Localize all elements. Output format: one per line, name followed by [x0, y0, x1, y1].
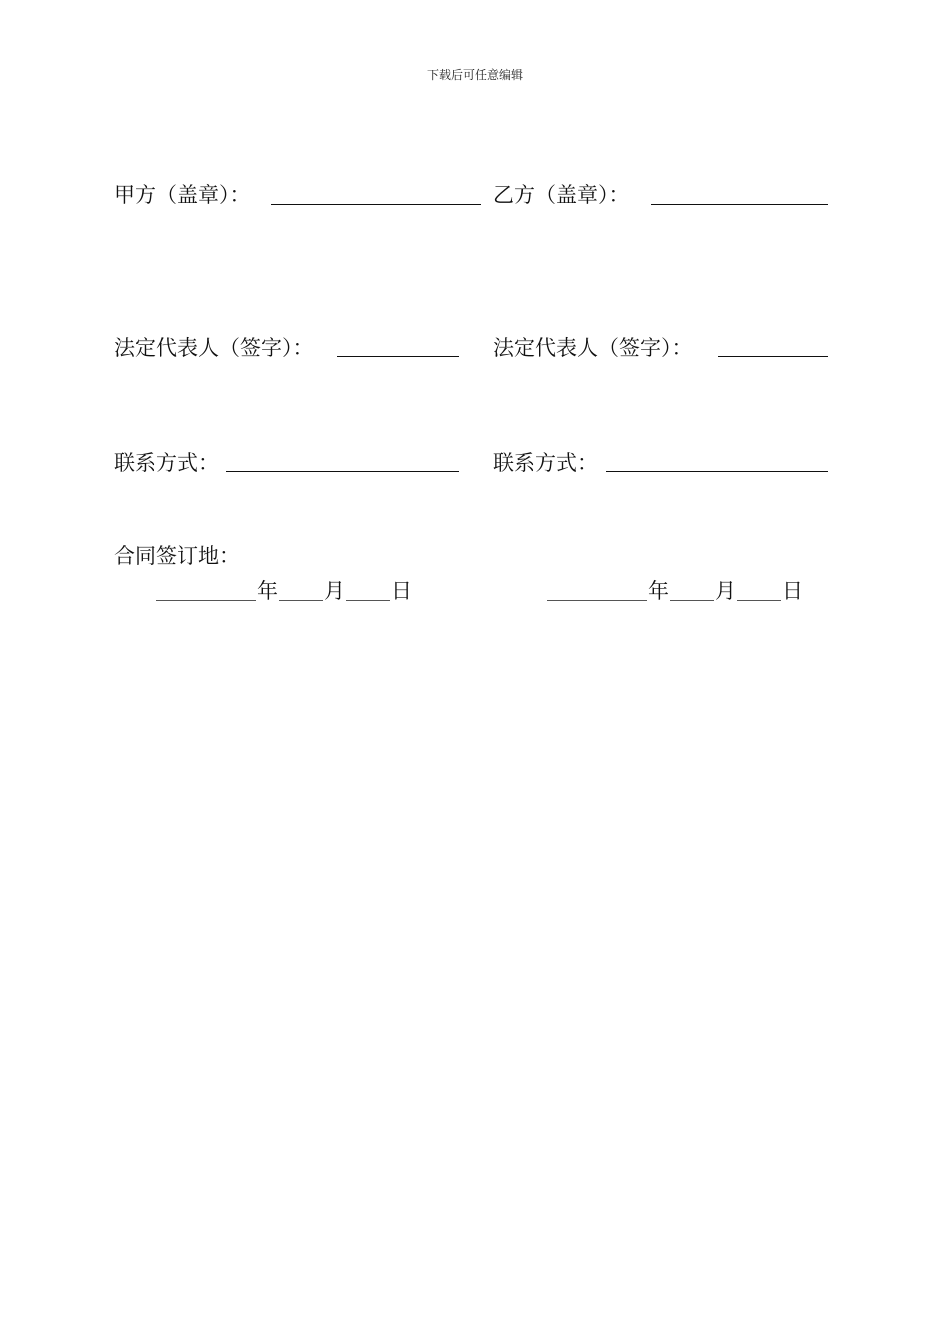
party-b-contact-field[interactable]: [606, 471, 828, 472]
party-b-rep-field[interactable]: [718, 356, 828, 357]
party-a-seal-label: 甲方（盖章）：: [114, 183, 251, 207]
party-b-month-label: 月: [715, 579, 736, 603]
signing-place-label: 合同签订地：: [114, 544, 240, 568]
party-b-day-field[interactable]: [737, 600, 781, 601]
party-a-month-field[interactable]: [279, 600, 323, 601]
party-a-rep-label: 法定代表人（签字）：: [114, 336, 314, 360]
party-b-seal-label: 乙方（盖章）：: [493, 183, 630, 207]
party-b-month-field[interactable]: [670, 600, 714, 601]
party-a-day-label: 日: [391, 579, 412, 603]
party-a-contact-field[interactable]: [226, 471, 459, 472]
party-a-month-label: 月: [324, 579, 345, 603]
party-b-year-field[interactable]: [547, 600, 647, 601]
party-a-year-field[interactable]: [156, 600, 256, 601]
party-b-year-label: 年: [648, 579, 669, 603]
party-a-year-label: 年: [257, 579, 278, 603]
party-a-contact-label: 联系方式：: [114, 451, 219, 475]
party-b-seal-field[interactable]: [651, 204, 828, 205]
party-b-contact-label: 联系方式：: [493, 451, 598, 475]
header-note: 下载后可任意编辑: [426, 68, 523, 82]
party-b-rep-label: 法定代表人（签字）：: [493, 336, 693, 360]
party-a-seal-field[interactable]: [271, 204, 481, 205]
party-a-day-field[interactable]: [346, 600, 390, 601]
party-b-day-label: 日: [782, 579, 803, 603]
party-a-rep-field[interactable]: [337, 356, 459, 357]
